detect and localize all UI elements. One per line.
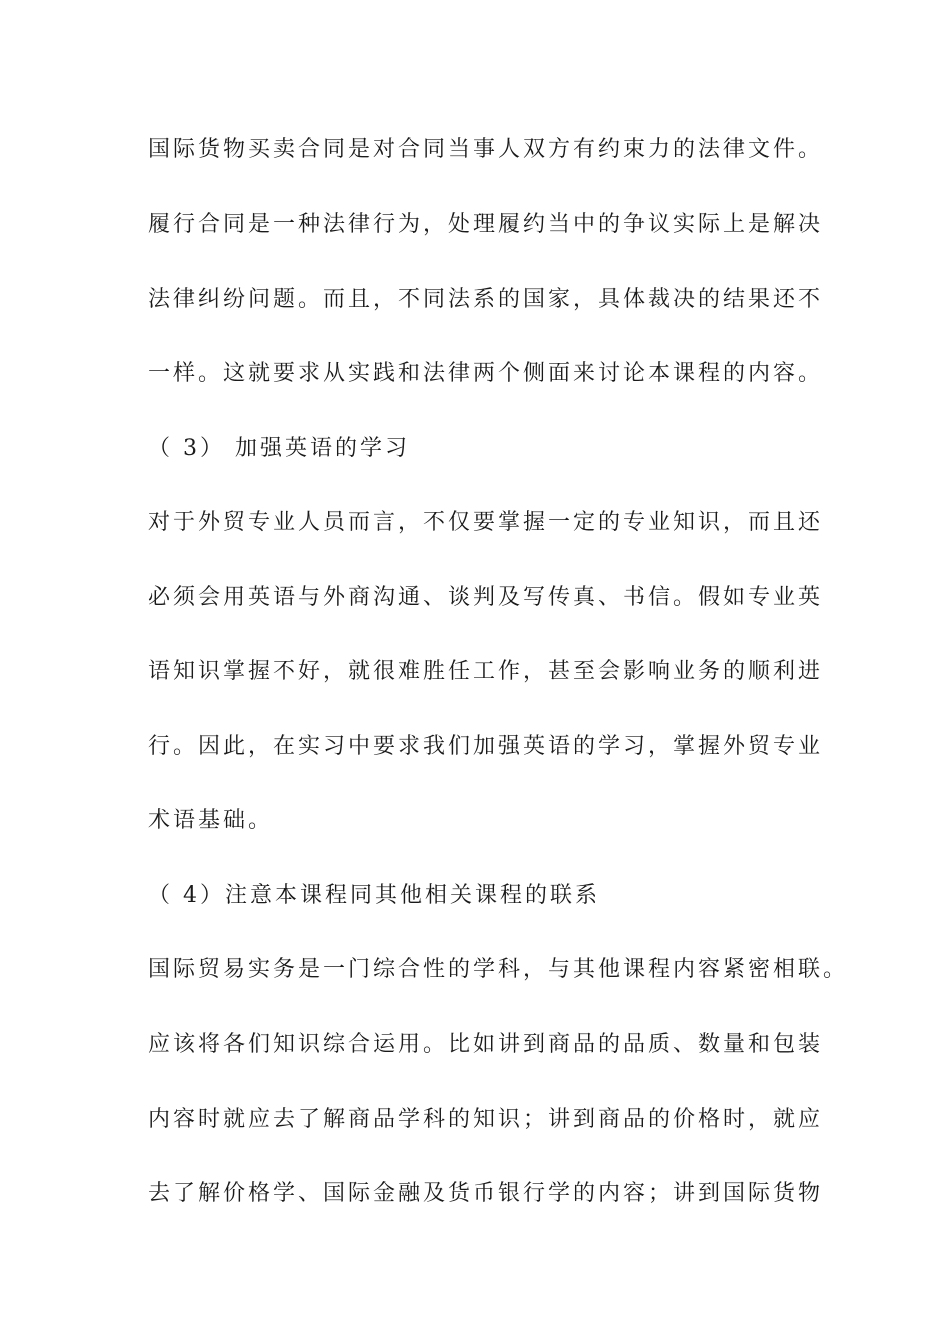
paragraph-line: 必须会用英语与外商沟通、谈判及写传真、书信。假如专业英 [148,585,824,610]
section-heading: （ 4）注意本课程同其他相关课程的联系 [148,883,600,908]
paragraph-line: 应该将各们知识综合运用。比如讲到商品的品质、数量和包装 [148,1032,824,1057]
section-heading: （ 3） 加强英语的学习 [148,436,410,461]
paragraph-line: 术语基础。 [148,808,274,833]
paragraph-line: 法律纠纷问题。而且，不同法系的国家，具体裁决的结果还不 [148,287,824,312]
paragraph-line: 语知识掌握不好，就很难胜任工作，甚至会影响业务的顺利进 [148,659,824,684]
paragraph-line: 国际货物买卖合同是对合同当事人双方有约束力的法律文件。 [148,137,824,162]
paragraph-line: 行。因此，在实习中要求我们加强英语的学习，掌握外贸专业 [148,734,824,759]
paragraph-line: 一样。这就要求从实践和法律两个侧面来讨论本课程的内容。 [148,361,824,386]
paragraph-line: 国际贸易实务是一门综合性的学科，与其他课程内容紧密相联。 [148,957,849,982]
paragraph-line: 对于外贸专业人员而言，不仅要掌握一定的专业知识，而且还 [148,510,824,535]
paragraph-line: 去了解价格学、国际金融及货币银行学的内容；讲到国际货物 [148,1181,824,1206]
paragraph-line: 内容时就应去了解商品学科的知识；讲到商品的价格时，就应 [148,1107,824,1132]
paragraph-line: 履行合同是一种法律行为，处理履约当中的争议实际上是解决 [148,212,824,237]
